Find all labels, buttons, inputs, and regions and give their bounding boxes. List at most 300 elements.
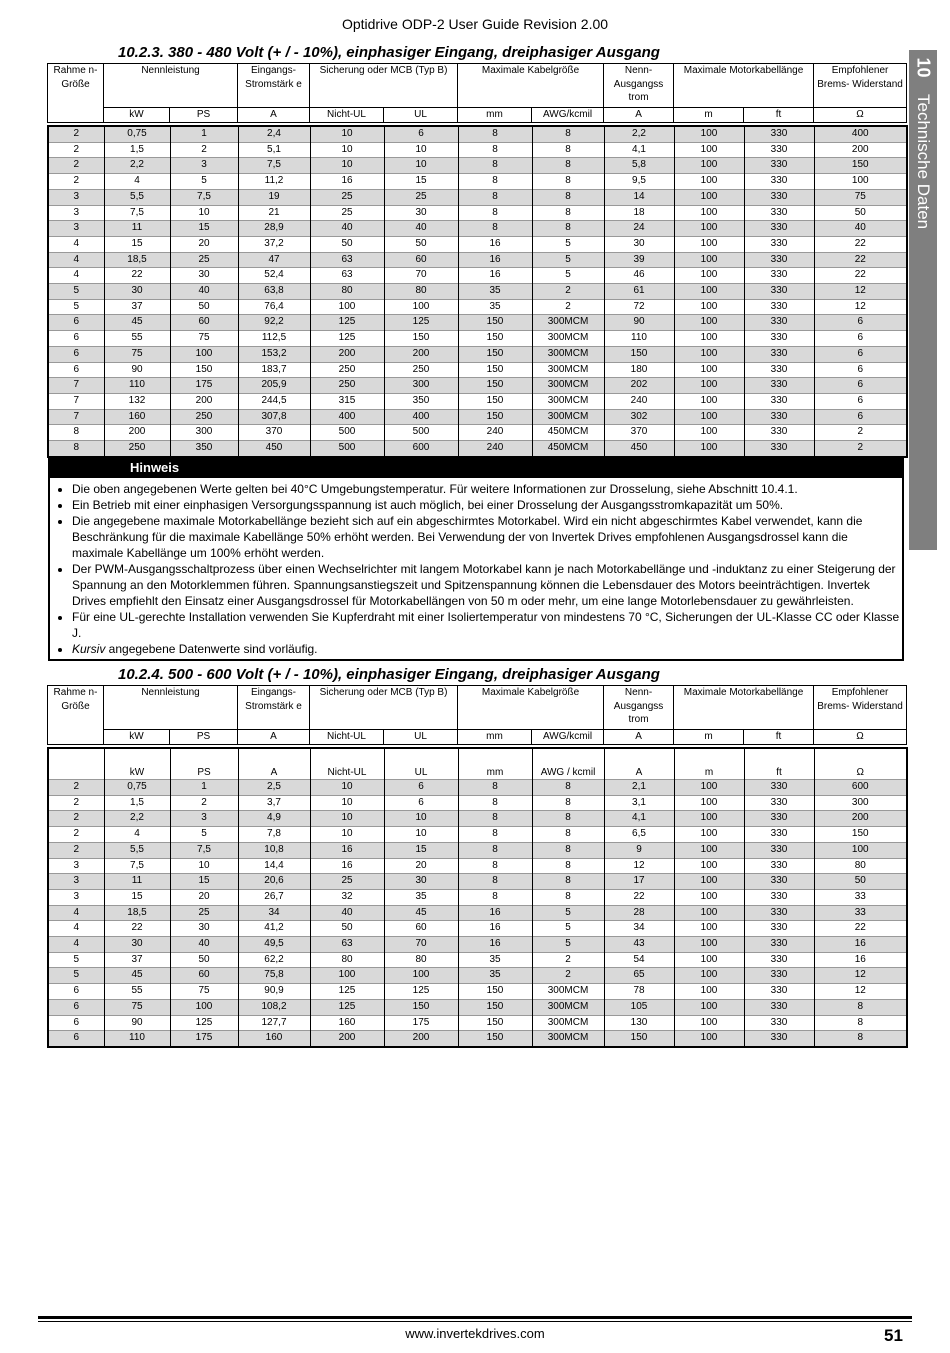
table-cell: 100 — [674, 921, 744, 937]
table-cell: 16 — [458, 268, 532, 284]
table-cell: 4 — [48, 268, 104, 284]
table-cell: 2 — [532, 952, 604, 968]
table-cell: 10 — [310, 795, 384, 811]
table-cell: 300MCM — [532, 999, 604, 1015]
table-cell: 3 — [170, 811, 238, 827]
table-cell: 400 — [384, 409, 458, 425]
table-cell: 330 — [744, 315, 814, 331]
table-row — [48, 205, 907, 221]
table-cell: 5,8 — [604, 158, 674, 174]
table-cell: 3 — [48, 889, 104, 905]
table-cell: 7,5 — [238, 158, 310, 174]
table-cell: 250 — [310, 378, 384, 394]
table-cell: 330 — [744, 331, 814, 347]
table-cell: 150 — [458, 315, 532, 331]
unit-cell: ft — [744, 748, 814, 780]
table-cell: 70 — [384, 937, 458, 953]
table-cell: 34 — [604, 921, 674, 937]
table-cell: 8 — [458, 780, 532, 796]
table-cell: 8 — [458, 189, 532, 205]
table-row — [48, 362, 907, 378]
table-cell: 300 — [384, 378, 458, 394]
table-cell: 100 — [170, 346, 238, 362]
table-cell: 600 — [814, 780, 907, 796]
table-cell: 200 — [310, 346, 384, 362]
table-cell: 65 — [604, 968, 674, 984]
table-cell: 75 — [104, 346, 170, 362]
header-unit: A — [604, 108, 674, 123]
table-cell: 22 — [814, 921, 907, 937]
header-unit: m — [674, 108, 744, 123]
table-cell: 150 — [458, 346, 532, 362]
table-row — [48, 284, 907, 300]
table-cell: 400 — [814, 126, 907, 142]
table-cell: 112,5 — [238, 331, 310, 347]
table-cell: 30 — [170, 268, 238, 284]
table-cell: 2 — [48, 811, 104, 827]
table-cell: 10 — [310, 811, 384, 827]
table-cell: 8 — [458, 158, 532, 174]
table-cell: 240 — [458, 425, 532, 441]
table-cell: 125 — [384, 315, 458, 331]
table-cell: 330 — [744, 268, 814, 284]
table-cell: 100 — [674, 1015, 744, 1031]
table-cell: 35 — [458, 299, 532, 315]
table-cell: 150 — [458, 378, 532, 394]
table-cell: 60 — [170, 315, 238, 331]
note-item: • Kursiv angegebene Datenwerte sind vorläufig. — [72, 641, 902, 657]
table2-header — [47, 685, 907, 745]
table-cell: 10 — [310, 142, 384, 158]
table-cell: 9,5 — [604, 174, 674, 190]
table-cell: 18 — [604, 205, 674, 221]
chapter-number: 10 — [913, 56, 934, 78]
unit-cell: A — [238, 748, 310, 780]
table-cell: 5,5 — [104, 842, 170, 858]
table-cell: 300 — [170, 425, 238, 441]
table-cell: 150 — [604, 346, 674, 362]
table-cell: 17 — [604, 874, 674, 890]
table-cell: 6 — [48, 984, 104, 1000]
table-cell: 330 — [744, 1031, 814, 1047]
table-cell: 63 — [310, 937, 384, 953]
table-cell: 6 — [48, 331, 104, 347]
table-cell: 16 — [310, 858, 384, 874]
note-list — [50, 481, 902, 657]
table-cell: 33 — [814, 889, 907, 905]
unit-cell: kW — [104, 748, 170, 780]
table-row — [48, 158, 907, 174]
table-cell: 4,1 — [604, 142, 674, 158]
table-cell: 100 — [814, 842, 907, 858]
table-cell: 5 — [532, 236, 604, 252]
table-cell: 300MCM — [532, 362, 604, 378]
table-cell: 250 — [384, 362, 458, 378]
table-cell: 0,75 — [104, 780, 170, 796]
table-cell: 200 — [384, 346, 458, 362]
table-cell: 70 — [384, 268, 458, 284]
chapter-label: Technische Daten — [914, 94, 933, 230]
table-cell: 3 — [48, 189, 104, 205]
table-cell: 5 — [532, 252, 604, 268]
table-cell: 7,5 — [104, 205, 170, 221]
table-cell: 330 — [744, 252, 814, 268]
table-cell: 41,2 — [238, 921, 310, 937]
table-cell: 5 — [48, 299, 104, 315]
table-cell: 61 — [604, 284, 674, 300]
table-cell: 450MCM — [532, 425, 604, 441]
header-rated-power: Nennleistung — [104, 686, 238, 730]
table-cell: 240 — [458, 441, 532, 457]
table-cell: 330 — [744, 441, 814, 457]
table-cell: 150 — [458, 984, 532, 1000]
table-cell: 4 — [48, 921, 104, 937]
unit-cell: m — [674, 748, 744, 780]
table-row — [48, 827, 907, 843]
table-row — [48, 905, 907, 921]
table-cell: 100 — [674, 221, 744, 237]
table-cell: 3,7 — [238, 795, 310, 811]
table-cell: 8 — [532, 205, 604, 221]
header-unit: Ω — [814, 108, 907, 123]
table-cell: 300MCM — [532, 378, 604, 394]
table-cell: 100 — [310, 299, 384, 315]
table-cell: 2 — [170, 795, 238, 811]
table-cell: 2 — [532, 284, 604, 300]
table-cell: 25 — [310, 205, 384, 221]
table-cell: 100 — [170, 999, 238, 1015]
table-cell: 8 — [458, 874, 532, 890]
table-cell: 6 — [814, 393, 907, 409]
table-cell: 330 — [744, 409, 814, 425]
table-cell: 100 — [674, 889, 744, 905]
table-cell: 10 — [310, 780, 384, 796]
table-cell: 160 — [238, 1031, 310, 1047]
table-cell: 8 — [532, 827, 604, 843]
table-cell: 330 — [744, 921, 814, 937]
table-cell: 6 — [48, 1015, 104, 1031]
table-cell: 125 — [310, 315, 384, 331]
header-fuse-mcb: Sicherung oder MCB (Typ B) — [310, 64, 458, 108]
table-cell: 45 — [104, 315, 170, 331]
table-cell: 5 — [170, 827, 238, 843]
table-cell: 80 — [814, 858, 907, 874]
table-cell: 40 — [170, 284, 238, 300]
header-unit: UL — [384, 108, 458, 123]
table-cell: 40 — [170, 937, 238, 953]
table-cell: 8 — [532, 874, 604, 890]
table-cell: 0,75 — [104, 126, 170, 142]
table-cell: 100 — [674, 236, 744, 252]
table-cell: 40 — [384, 221, 458, 237]
header-unit: kW — [104, 108, 170, 123]
table-cell: 100 — [674, 441, 744, 457]
table-cell: 8 — [532, 842, 604, 858]
table-cell: 10 — [384, 158, 458, 174]
table-cell: 125 — [310, 331, 384, 347]
table-cell: 200 — [104, 425, 170, 441]
header-max-motor-cable: Maximale Motorkabellänge — [674, 64, 814, 108]
table-cell: 15 — [104, 889, 170, 905]
table-cell: 100 — [674, 968, 744, 984]
table-cell: 11,2 — [238, 174, 310, 190]
table-cell: 100 — [674, 126, 744, 142]
table-cell: 330 — [744, 174, 814, 190]
table-row — [48, 1031, 907, 1047]
table-cell: 92,2 — [238, 315, 310, 331]
note-item: • Der PWM-Ausgangsschaltprozess über einen Wechselrichter mit langem Motorkabel kann je nach Motorkabellänge und -induktanz zu einer Steigerung der Spannung an den Motorklemmen führen. Spannungsanstiegszeit und Spitzenspannung können die Lebensdauer des Motors beeinträchtigen. Invertek Drives empfiehlt den Einsatz einer Ausgangsdrossel für Motorkabellängen von 50 m oder mehr, um eine lange Motorlebensdauer zu gewährleisten. — [72, 561, 902, 609]
table-cell: 50 — [170, 952, 238, 968]
table-cell: 14,4 — [238, 858, 310, 874]
table-cell: 330 — [744, 858, 814, 874]
table-cell: 330 — [744, 999, 814, 1015]
table-cell: 22 — [814, 252, 907, 268]
table-cell: 100 — [674, 205, 744, 221]
section-title-500-600: 10.2.4. 500 - 600 Volt (+ / - 10%), einphasiger Eingang, dreiphasiger Ausgang — [118, 666, 660, 683]
table-cell: 100 — [674, 984, 744, 1000]
table-cell: 330 — [744, 984, 814, 1000]
table-cell: 50 — [310, 921, 384, 937]
table-row — [48, 331, 907, 347]
table-cell: 7 — [48, 393, 104, 409]
header-unit: PS — [170, 108, 238, 123]
table-cell: 6 — [814, 346, 907, 362]
table-cell: 350 — [384, 393, 458, 409]
header-frame-size: Rahme n- Größe — [48, 686, 104, 745]
table-cell: 40 — [310, 905, 384, 921]
table-cell: 450 — [238, 441, 310, 457]
table-row — [48, 780, 907, 796]
table-cell: 11 — [104, 221, 170, 237]
table-cell: 60 — [384, 921, 458, 937]
table-cell: 5 — [48, 284, 104, 300]
table-cell: 10 — [384, 827, 458, 843]
table-cell: 52,4 — [238, 268, 310, 284]
table-cell: 18,5 — [104, 252, 170, 268]
table-cell: 330 — [744, 425, 814, 441]
table-cell: 4 — [104, 174, 170, 190]
table-row — [48, 126, 907, 142]
table-cell: 6 — [48, 346, 104, 362]
table-cell: 205,9 — [238, 378, 310, 394]
table-cell: 1,5 — [104, 142, 170, 158]
table-cell: 8 — [458, 221, 532, 237]
table-cell: 30 — [604, 236, 674, 252]
table-cell: 100 — [674, 409, 744, 425]
table-cell: 7 — [48, 378, 104, 394]
header-rated-power: Nennleistung — [104, 64, 238, 108]
header-frame-size: Rahme n- Größe — [48, 64, 104, 123]
table-cell: 10 — [384, 142, 458, 158]
table-cell: 300MCM — [532, 393, 604, 409]
table-cell: 25 — [310, 874, 384, 890]
table-cell: 200 — [814, 142, 907, 158]
table-cell: 330 — [744, 889, 814, 905]
unit-cell: A — [604, 748, 674, 780]
table-cell: 25 — [384, 189, 458, 205]
table-cell: 60 — [384, 252, 458, 268]
table-cell: 100 — [674, 378, 744, 394]
table-cell: 8 — [48, 425, 104, 441]
table-cell: 12 — [814, 984, 907, 1000]
table-cell: 8 — [814, 999, 907, 1015]
header-max-cable-size: Maximale Kabelgröße — [458, 686, 604, 730]
table-cell: 100 — [674, 874, 744, 890]
table-cell: 125 — [310, 999, 384, 1015]
table-cell: 300MCM — [532, 346, 604, 362]
table-cell: 2 — [48, 827, 104, 843]
table-row — [48, 842, 907, 858]
table-cell: 1,5 — [104, 795, 170, 811]
table-cell: 4 — [48, 905, 104, 921]
table-cell: 80 — [384, 284, 458, 300]
table-cell: 370 — [604, 425, 674, 441]
table-cell: 8 — [458, 858, 532, 874]
table-cell: 100 — [674, 299, 744, 315]
table-row — [48, 921, 907, 937]
table-cell: 78 — [604, 984, 674, 1000]
table-cell: 30 — [104, 284, 170, 300]
table-cell: 80 — [384, 952, 458, 968]
table-cell: 11 — [104, 874, 170, 890]
table-cell: 5 — [48, 968, 104, 984]
table-cell: 110 — [104, 1031, 170, 1047]
table-cell: 300 — [814, 795, 907, 811]
table-cell: 28 — [604, 905, 674, 921]
table-cell: 5,5 — [104, 189, 170, 205]
header-max-cable-size: Maximale Kabelgröße — [458, 64, 604, 108]
table-cell: 160 — [310, 1015, 384, 1031]
header-unit: mm — [458, 108, 532, 123]
footer-rule-thin — [38, 1321, 912, 1322]
table-cell: 6 — [814, 409, 907, 425]
table1-data — [47, 125, 908, 458]
table-cell: 150 — [458, 393, 532, 409]
table-cell: 4,1 — [604, 811, 674, 827]
table-cell: 10,8 — [238, 842, 310, 858]
table-cell: 30 — [384, 205, 458, 221]
note-item: • Die oben angegebenen Werte gelten bei 40°C Umgebungstemperatur. Für weitere Informationen zur Drosselung, siehe Abschnitt 10.4.1. — [72, 481, 902, 497]
table-cell: 240 — [604, 393, 674, 409]
table-cell: 150 — [458, 999, 532, 1015]
table-cell: 15 — [384, 174, 458, 190]
table-cell: 330 — [744, 221, 814, 237]
table-cell: 20 — [170, 889, 238, 905]
table-cell: 3,1 — [604, 795, 674, 811]
table-row — [48, 189, 907, 205]
header-unit: Ω — [814, 730, 907, 745]
table-cell: 100 — [310, 968, 384, 984]
table-cell: 150 — [458, 1031, 532, 1047]
table-cell: 80 — [310, 952, 384, 968]
table-cell: 22 — [604, 889, 674, 905]
table-row — [48, 937, 907, 953]
table-row — [48, 858, 907, 874]
table-cell: 43 — [604, 937, 674, 953]
table-cell: 10 — [170, 205, 238, 221]
table-cell: 330 — [744, 811, 814, 827]
table-cell: 19 — [238, 189, 310, 205]
table-cell: 108,2 — [238, 999, 310, 1015]
table-cell: 2 — [814, 441, 907, 457]
table-cell: 7 — [48, 409, 104, 425]
table-cell: 22 — [814, 268, 907, 284]
table-cell: 330 — [744, 299, 814, 315]
table-cell: 12 — [814, 968, 907, 984]
table-cell: 8 — [532, 158, 604, 174]
table-cell: 2 — [48, 174, 104, 190]
table-cell: 330 — [744, 952, 814, 968]
table-row — [48, 393, 907, 409]
header-unit: Nicht-UL — [310, 108, 384, 123]
table-cell: 250 — [310, 362, 384, 378]
table-row — [48, 174, 907, 190]
table-cell: 16 — [458, 921, 532, 937]
table-cell: 100 — [674, 795, 744, 811]
table-cell: 2 — [48, 780, 104, 796]
table-cell: 100 — [674, 284, 744, 300]
table-cell: 2 — [532, 968, 604, 984]
table-row — [48, 999, 907, 1015]
table-cell: 7,5 — [170, 189, 238, 205]
unit-cell — [48, 748, 104, 780]
table-cell: 3 — [170, 158, 238, 174]
table-cell: 40 — [814, 221, 907, 237]
table-cell: 37 — [104, 299, 170, 315]
header-unit: A — [604, 730, 674, 745]
table-cell: 7,5 — [170, 842, 238, 858]
table-cell: 330 — [744, 842, 814, 858]
table-cell: 63 — [310, 252, 384, 268]
table-cell: 330 — [744, 236, 814, 252]
table-cell: 330 — [744, 378, 814, 394]
table-cell: 72 — [604, 299, 674, 315]
table-cell: 1 — [170, 780, 238, 796]
table-cell: 153,2 — [238, 346, 310, 362]
table-cell: 330 — [744, 205, 814, 221]
table-cell: 370 — [238, 425, 310, 441]
table-cell: 100 — [674, 1031, 744, 1047]
table-cell: 7,5 — [104, 858, 170, 874]
table-cell: 130 — [604, 1015, 674, 1031]
table-cell: 2 — [48, 142, 104, 158]
table-cell: 39 — [604, 252, 674, 268]
table-cell: 16 — [458, 905, 532, 921]
table-cell: 63 — [310, 268, 384, 284]
table-cell: 6 — [384, 780, 458, 796]
table-cell: 3 — [48, 874, 104, 890]
table-cell: 100 — [674, 937, 744, 953]
table-cell: 60 — [170, 968, 238, 984]
table-cell: 8 — [458, 811, 532, 827]
table-cell: 330 — [744, 284, 814, 300]
table-cell: 300MCM — [532, 984, 604, 1000]
table-cell: 330 — [744, 1015, 814, 1031]
table-cell: 10 — [310, 827, 384, 843]
table-cell: 315 — [310, 393, 384, 409]
table-cell: 35 — [458, 952, 532, 968]
table-cell: 127,7 — [238, 1015, 310, 1031]
table-cell: 600 — [384, 441, 458, 457]
table-cell: 75 — [104, 999, 170, 1015]
table-cell: 125 — [310, 984, 384, 1000]
table-cell: 180 — [604, 362, 674, 378]
table-cell: 45 — [104, 968, 170, 984]
table-cell: 8 — [458, 142, 532, 158]
table-cell: 100 — [674, 189, 744, 205]
table-cell: 46 — [604, 268, 674, 284]
table-cell: 330 — [744, 142, 814, 158]
